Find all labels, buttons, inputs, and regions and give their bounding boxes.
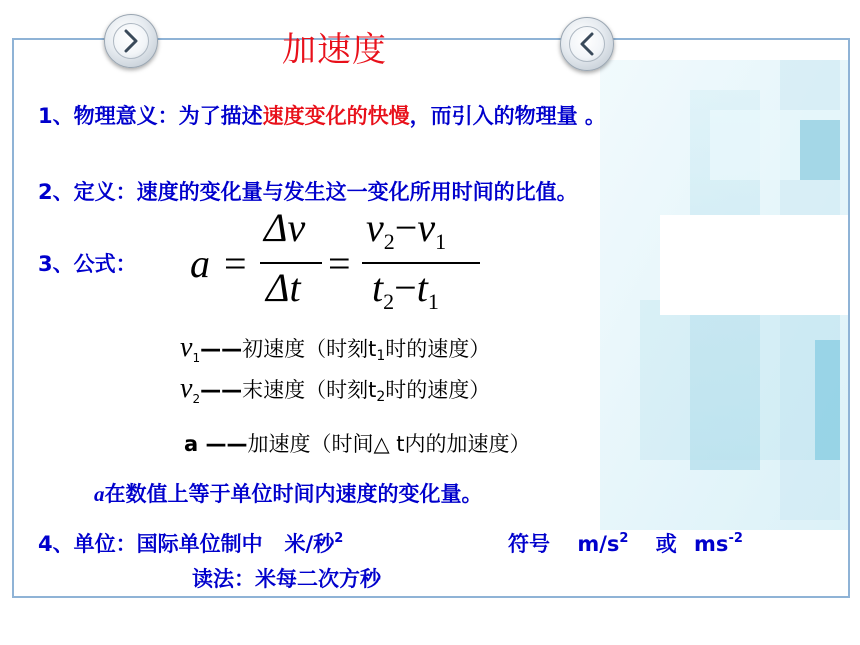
chevron-left-icon: [576, 31, 598, 57]
unit-or: 或: [655, 532, 677, 556]
point-1-tail: ，而引入的物理量 。: [409, 104, 606, 128]
acceleration-formula: [190, 205, 490, 330]
point-3-label: 、公式：: [52, 252, 137, 276]
variable-v1-dash: ——: [200, 337, 243, 361]
variable-a: [184, 428, 531, 458]
variable-v1-desc-sub: 1: [376, 348, 386, 364]
point-1-highlight: 速度变化的快慢: [262, 104, 410, 128]
prev-button[interactable]: [560, 17, 614, 71]
formula-eq2: =: [328, 241, 351, 286]
variable-a-dash: ——: [198, 432, 248, 456]
page-title: 加速度: [282, 30, 387, 70]
num-v1-sub: 1: [435, 229, 447, 254]
num-v2: v: [366, 205, 384, 250]
variable-a-desc: 加速度（时间△ t内的加速度）: [247, 432, 531, 456]
fraction-delta-numerator: Δv: [264, 205, 306, 250]
num-v1: v: [417, 205, 436, 250]
fraction-diff-denominator: [372, 264, 439, 315]
fraction-delta: [260, 205, 322, 320]
point-4-label: 、单位：国际单位制中 米/秒: [52, 532, 335, 556]
variable-v2-desc: 末速度（时刻t: [242, 378, 377, 402]
meaning-text: 在数值上等于单位时间内速度的变化量。: [104, 482, 483, 506]
variable-v2-symbol: v: [180, 373, 193, 404]
variable-v2-dash: ——: [200, 378, 243, 402]
fraction-diff: [362, 205, 480, 320]
chevron-right-icon: [120, 28, 142, 54]
fraction-delta-denominator: Δt: [266, 265, 301, 310]
variable-v2: [180, 373, 490, 406]
variable-v1-desc: 初速度（时刻t: [242, 337, 377, 361]
formula-lhs: a: [190, 241, 210, 286]
point-3: [38, 248, 137, 278]
den-t1-sub: 1: [427, 289, 439, 314]
point-1-label: 、物理意义：为了描述: [52, 104, 263, 128]
variable-v1-desc-end: 时的速度）: [385, 337, 491, 361]
formula-eq1: =: [224, 241, 247, 286]
unit-symbol-sup: 2: [619, 531, 629, 546]
point-2: [38, 176, 578, 206]
den-minus: −: [394, 265, 417, 310]
point-2-label: 、定义：速度的变化量与发生这一变化所用时间的比值。: [52, 180, 578, 204]
unit-symbol: m/s: [577, 532, 620, 556]
unit-alt: ms: [694, 532, 729, 556]
variable-v1-symbol-sub: 1: [192, 351, 201, 365]
variable-v2-desc-sub: 2: [376, 389, 386, 405]
den-t1: t: [416, 265, 428, 310]
point-1: [38, 100, 606, 130]
next-button[interactable]: [104, 14, 158, 68]
variable-v1-symbol: v: [180, 332, 193, 363]
point-1-number: 1: [38, 104, 53, 128]
unit-symbol-label: 符号: [508, 532, 550, 556]
den-t2: t: [372, 265, 384, 310]
unit-reading: 读法：米每二次方秒: [192, 567, 381, 591]
point-4: [38, 528, 343, 558]
meaning-symbol: a: [94, 482, 105, 506]
point-3-number: 3: [38, 252, 53, 276]
point-4-label-sup: 2: [334, 531, 344, 546]
meaning-line: [94, 478, 483, 508]
num-v2-sub: 2: [383, 229, 395, 254]
den-t2-sub: 2: [383, 289, 395, 314]
unit-symbol-line: [508, 528, 743, 558]
variable-v1: [180, 332, 490, 365]
point-4-number: 4: [38, 532, 53, 556]
fraction-diff-numerator: [366, 204, 446, 255]
variable-v2-symbol-sub: 2: [192, 392, 201, 406]
variable-a-symbol: a: [184, 432, 199, 456]
unit-alt-sup: -2: [728, 531, 743, 546]
point-2-number: 2: [38, 180, 53, 204]
num-minus: −: [394, 205, 418, 250]
variable-v2-desc-end: 时的速度）: [385, 378, 491, 402]
